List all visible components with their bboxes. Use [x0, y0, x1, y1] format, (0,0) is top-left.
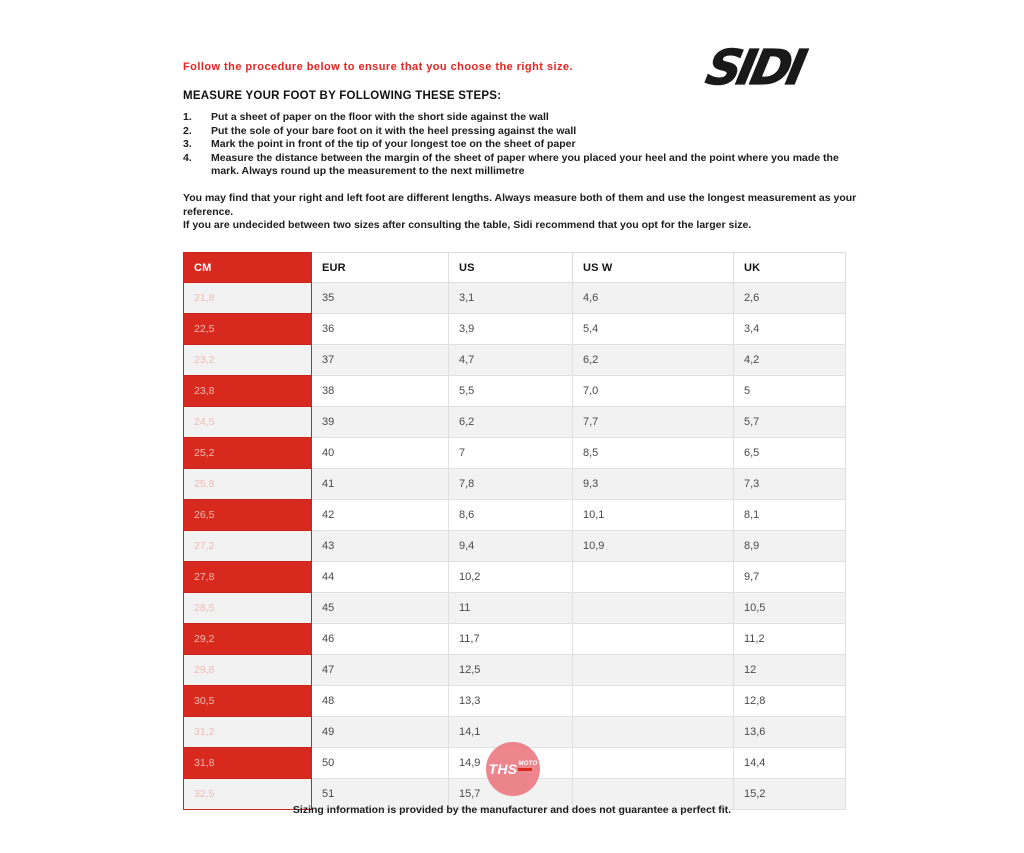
- measurement-notes: [183, 192, 868, 233]
- size-cell: 15,7: [449, 779, 573, 810]
- size-cell: 37: [312, 345, 449, 376]
- step-number: 3.: [183, 138, 192, 150]
- steps-list: [183, 111, 843, 179]
- size-cell: 7,0: [573, 376, 734, 407]
- step-item: [183, 152, 843, 179]
- size-cell: 9,3: [573, 469, 734, 500]
- cm-cell: 23,8: [184, 376, 312, 407]
- table-row: [184, 376, 846, 407]
- step-item: [183, 125, 843, 139]
- size-cell: [573, 686, 734, 717]
- size-cell: 6,2: [573, 345, 734, 376]
- size-cell: 5,7: [734, 407, 846, 438]
- cm-cell: 21,8: [184, 283, 312, 314]
- cm-cell: 26,5: [184, 500, 312, 531]
- table-row: [184, 345, 846, 376]
- ths-moto-watermark: [486, 742, 540, 796]
- cm-cell: 25,2: [184, 438, 312, 469]
- size-cell: 10,9: [573, 531, 734, 562]
- cm-cell: 27,2: [184, 531, 312, 562]
- step-item: [183, 138, 843, 152]
- step-number: 1.: [183, 111, 192, 123]
- size-cell: [573, 593, 734, 624]
- table-row: [184, 624, 846, 655]
- size-table-body: [184, 283, 846, 810]
- cm-cell: 29,8: [184, 655, 312, 686]
- size-cell: 5: [734, 376, 846, 407]
- size-cell: 6,2: [449, 407, 573, 438]
- size-cell: 14,4: [734, 748, 846, 779]
- step-text: Mark the point in front of the tip of your longest toe on the sheet of paper: [211, 138, 576, 150]
- sidi-logo-text: SIDI: [701, 40, 808, 96]
- size-cell: 4,2: [734, 345, 846, 376]
- step-item: [183, 111, 843, 125]
- size-cell: 8,5: [573, 438, 734, 469]
- watermark-moto-block: [518, 761, 537, 771]
- footer-disclaimer: Sizing information is provided by the manufacturer and does not guarantee a perfect fit.: [292, 804, 732, 816]
- size-cell: 14,1: [449, 717, 573, 748]
- col-header-cm: CM: [184, 253, 312, 283]
- size-cell: 4,7: [449, 345, 573, 376]
- watermark-moto-text: MOTO: [518, 761, 538, 767]
- cm-cell: 22,5: [184, 314, 312, 345]
- table-row: [184, 469, 846, 500]
- note-line: You may find that your right and left foot are different lengths. Always measure both of them and use the longest measurement as your reference.: [183, 192, 857, 218]
- table-row: [184, 314, 846, 345]
- size-cell: 15,2: [734, 779, 846, 810]
- size-cell: 49: [312, 717, 449, 748]
- size-cell: 51: [312, 779, 449, 810]
- size-cell: 4,6: [573, 283, 734, 314]
- size-cell: 47: [312, 655, 449, 686]
- size-cell: 44: [312, 562, 449, 593]
- size-cell: 41: [312, 469, 449, 500]
- step-number: 2.: [183, 124, 192, 137]
- sidi-logo: [698, 38, 878, 96]
- note-line: If you are undecided between two sizes after consulting the table, Sidi recommend that you opt for the larger size.: [183, 219, 752, 232]
- size-cell: 8,9: [734, 531, 846, 562]
- sidi-logo-graphic: [698, 38, 878, 96]
- cm-cell: 30,5: [184, 686, 312, 717]
- table-row: [184, 500, 846, 531]
- size-cell: 13,3: [449, 686, 573, 717]
- size-cell: 48: [312, 686, 449, 717]
- size-cell: 7,7: [573, 407, 734, 438]
- size-cell: 35: [312, 283, 449, 314]
- page-title: Follow the procedure below to ensure that you choose the right size.: [183, 61, 573, 73]
- size-cell: 12,8: [734, 686, 846, 717]
- size-cell: 8,6: [449, 500, 573, 531]
- table-row: [184, 531, 846, 562]
- size-cell: 50: [312, 748, 449, 779]
- size-cell: 7,3: [734, 469, 846, 500]
- table-row: [184, 655, 846, 686]
- table-row: [184, 686, 846, 717]
- size-cell: 46: [312, 624, 449, 655]
- table-header-row: [184, 253, 846, 283]
- size-cell: 12,5: [449, 655, 573, 686]
- size-cell: [573, 717, 734, 748]
- size-cell: 3,4: [734, 314, 846, 345]
- size-cell: 9,7: [734, 562, 846, 593]
- table-row: [184, 438, 846, 469]
- size-cell: 3,1: [449, 283, 573, 314]
- size-cell: 42: [312, 500, 449, 531]
- size-cell: 5,4: [573, 314, 734, 345]
- size-cell: 8,1: [734, 500, 846, 531]
- size-cell: [573, 655, 734, 686]
- cm-cell: 23,2: [184, 345, 312, 376]
- step-text: Put the sole of your bare foot on it with the heel pressing against the wall: [211, 124, 577, 137]
- size-cell: 45: [312, 593, 449, 624]
- size-cell: 10,1: [573, 500, 734, 531]
- steps-heading: MEASURE YOUR FOOT BY FOLLOWING THESE STEPS:: [183, 90, 502, 102]
- size-cell: 5,5: [449, 376, 573, 407]
- watermark-ths-text: THS: [488, 761, 518, 777]
- cm-cell: 27,8: [184, 562, 312, 593]
- col-header-eur: EUR: [312, 253, 449, 283]
- size-cell: 40: [312, 438, 449, 469]
- size-cell: [573, 748, 734, 779]
- table-row: [184, 407, 846, 438]
- size-cell: 11,7: [449, 624, 573, 655]
- step-text: Put a sheet of paper on the floor with the short side against the wall: [211, 111, 549, 123]
- table-row: [184, 562, 846, 593]
- size-cell: 3,9: [449, 314, 573, 345]
- size-cell: 7,8: [449, 469, 573, 500]
- size-cell: 12: [734, 655, 846, 686]
- cm-cell: 32,5: [184, 779, 312, 810]
- col-header-us: US: [449, 253, 573, 283]
- size-cell: 14,9: [449, 748, 573, 779]
- size-cell: [573, 562, 734, 593]
- cm-cell: 24,5: [184, 407, 312, 438]
- size-conversion-table: [183, 252, 846, 810]
- cm-cell: 25,8: [184, 469, 312, 500]
- step-number: 4.: [183, 151, 192, 164]
- col-header-usw: US W: [573, 253, 734, 283]
- size-cell: 10,2: [449, 562, 573, 593]
- size-cell: 38: [312, 376, 449, 407]
- size-cell: 9,4: [449, 531, 573, 562]
- size-cell: 11: [449, 593, 573, 624]
- step-text: Measure the distance between the margin of the sheet of paper where you placed your heel and the point where you made the mark. Always round up the measurement to the next millimetre: [211, 151, 839, 177]
- size-cell: 36: [312, 314, 449, 345]
- size-cell: 39: [312, 407, 449, 438]
- cm-cell: 31,8: [184, 748, 312, 779]
- cm-cell: 28,5: [184, 593, 312, 624]
- size-cell: 43: [312, 531, 449, 562]
- cm-cell: 29,2: [184, 624, 312, 655]
- size-cell: [573, 624, 734, 655]
- watermark-red-bar: [518, 768, 532, 771]
- size-cell: 2,6: [734, 283, 846, 314]
- table-row: [184, 593, 846, 624]
- table-row: [184, 283, 846, 314]
- size-cell: 6,5: [734, 438, 846, 469]
- size-cell: 10,5: [734, 593, 846, 624]
- size-cell: 13,6: [734, 717, 846, 748]
- size-cell: 11,2: [734, 624, 846, 655]
- size-cell: 7: [449, 438, 573, 469]
- cm-cell: 31,2: [184, 717, 312, 748]
- col-header-uk: UK: [734, 253, 846, 283]
